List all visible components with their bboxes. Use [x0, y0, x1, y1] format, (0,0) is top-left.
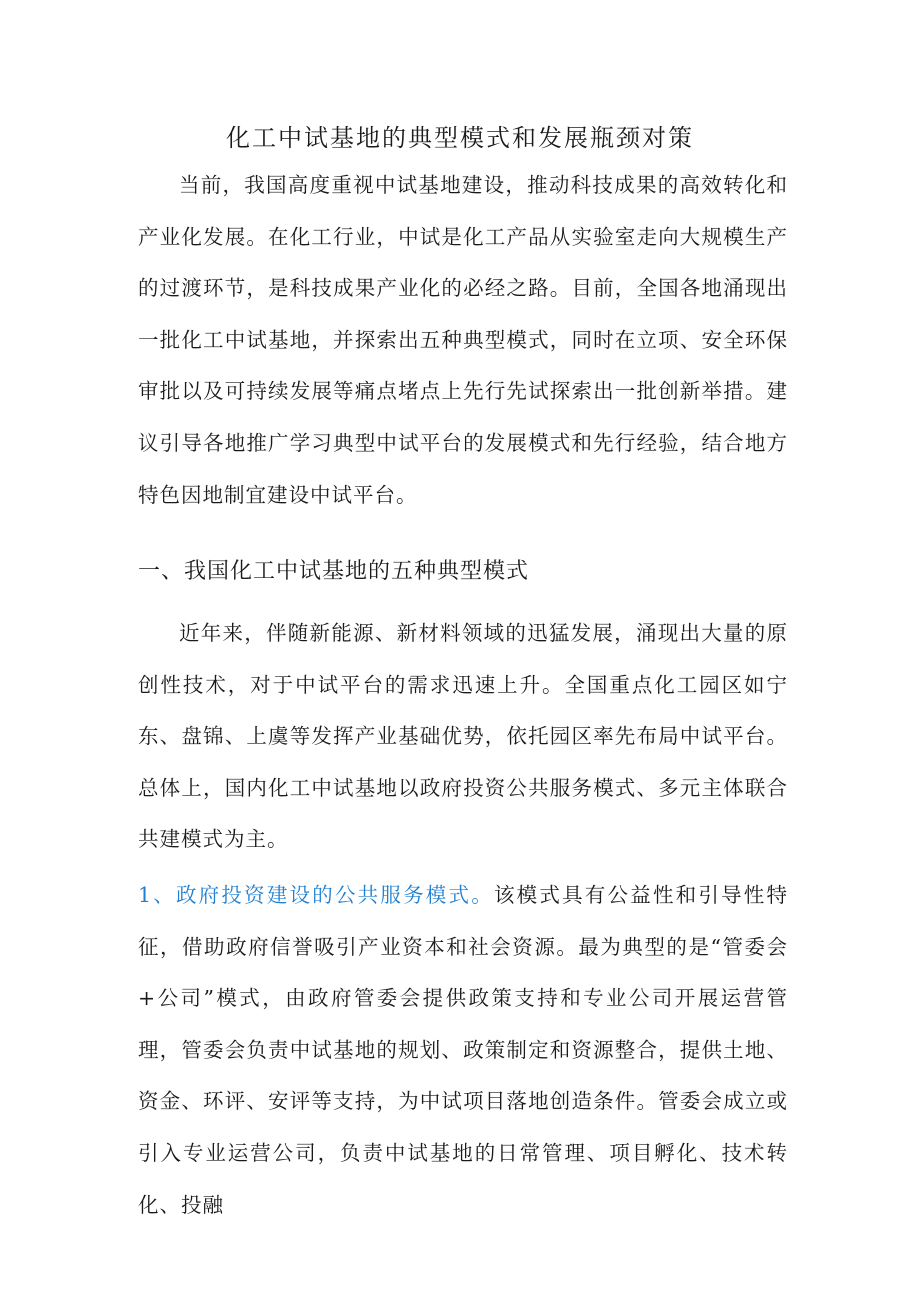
item-paragraph [138, 870, 788, 1231]
document-title: 化工中试基地的典型模式和发展瓶颈对策 [226, 124, 694, 152]
section-heading: 一、我国化工中试基地的五种典型模式 [138, 559, 530, 584]
item-body-text: 该模式具有公益性和引导性特征，借助政府信誉吸引产业资本和社会资源。最为典型的是“管委会+公司”模式，由政府管委会提供政策支持和专业公司开展运营管理，管委会负责中试基地的规划、政策制定和资源整合，提供土地、资金、环评、安评等支持，为中试项目落地创造条件。管委会成立或引入专业运营公司，负责中试基地的日常管理、项目孵化、技术转化、投融 [138, 883, 789, 1217]
section-body-paragraph: 近年来，伴随新能源、新材料领域的迅猛发展，涌现出大量的原创性技术，对于中试平台的需求迅速上升。全国重点化工园区如宁东、盘锦、上虞等发挥产业基础优势，依托园区率先布局中试平台。总体上，国内化工中试基地以政府投资公共服务模式、多元主体联合共建模式为主。 [138, 621, 788, 852]
intro-paragraph: 当前，我国高度重视中试基地建设，推动科技成果的高效转化和产业化发展。在化工行业，中试是化工产品从实验室走向大规模生产的过渡环节，是科技成果产业化的必经之路。目前，全国各地涌现出一批化工中试基地，并探索出五种典型模式，同时在立项、安全环保审批以及可持续发展等痛点堵点上先行先试探索出一批创新举措。建议引导各地推广学习典型中试平台的发展模式和先行经验，结合地方特色因地制宜建设中试平台。 [138, 173, 788, 507]
item-lead-text: 1、政府投资建设的公共服务模式。 [138, 883, 494, 907]
